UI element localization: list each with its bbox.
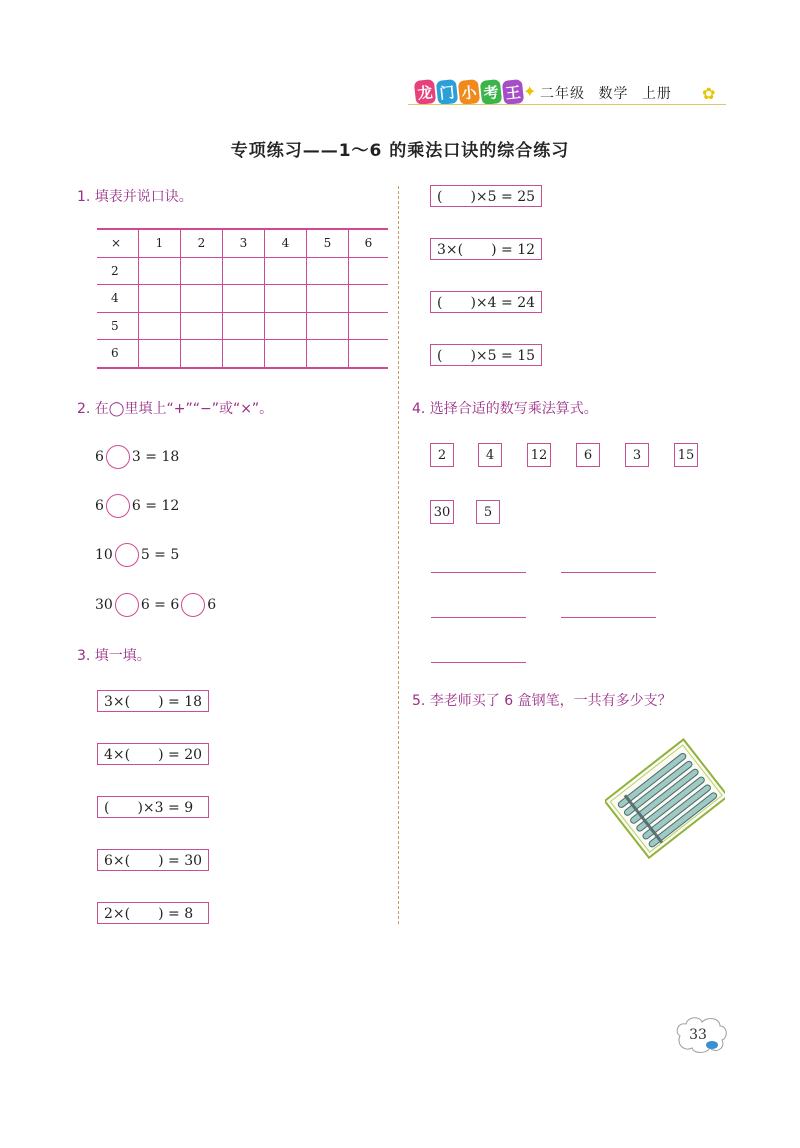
answer-cell[interactable] (264, 285, 306, 313)
q4-title: 4. 选择合适的数写乘法算式。 (412, 401, 598, 417)
number-card: 3 (625, 443, 649, 467)
operand: 30 (95, 597, 113, 613)
brand-char: 龙 (414, 79, 436, 105)
table-row (97, 340, 388, 368)
answer-cell[interactable] (306, 312, 348, 340)
number-card: 2 (430, 443, 454, 467)
answer-line[interactable] (431, 662, 526, 663)
page-number: 33 (689, 1027, 707, 1043)
number-card: 30 (430, 500, 454, 524)
answer-cell[interactable] (180, 257, 222, 285)
answer-cell[interactable] (306, 340, 348, 368)
table-cell: × (97, 229, 139, 257)
number-card: 6 (576, 443, 600, 467)
answer-cell[interactable] (264, 312, 306, 340)
operand: 6 (95, 498, 104, 514)
table-header-row (97, 229, 388, 257)
table-cell: 5 (306, 229, 348, 257)
multiplication-table (97, 228, 388, 369)
row-label: 4 (97, 285, 139, 313)
page-number-badge (672, 1014, 730, 1056)
answer-cell[interactable] (348, 340, 388, 368)
fill-blank-item[interactable]: 3×( ) = 18 (97, 690, 209, 712)
table-cell: 6 (348, 229, 388, 257)
operand: 6 = 12 (131, 498, 180, 514)
answer-cell[interactable] (264, 340, 306, 368)
number-card: 15 (674, 443, 698, 467)
operand: 6 = 6 (140, 597, 180, 613)
brand-char: 门 (436, 79, 458, 105)
operand: 6 (95, 449, 104, 465)
answer-cell[interactable] (306, 257, 348, 285)
answer-line[interactable] (561, 617, 656, 618)
table-cell: 1 (139, 229, 181, 257)
table-row (97, 285, 388, 313)
answer-cell[interactable] (139, 285, 181, 313)
volume-label: 上册 (641, 86, 672, 102)
page-title: 专项练习——1～6 的乘法口诀的综合练习 (230, 141, 570, 161)
operator-circle[interactable] (106, 445, 130, 469)
q1-title: 1. 填表并说口诀。 (77, 189, 193, 205)
answer-line[interactable] (561, 572, 656, 573)
star-icon: ✦ (523, 82, 537, 101)
butterfly-icon: ✿ (702, 84, 716, 103)
answer-cell[interactable] (348, 257, 388, 285)
number-card: 12 (527, 443, 551, 467)
answer-cell[interactable] (348, 285, 388, 313)
answer-cell[interactable] (180, 340, 222, 368)
operator-item (95, 445, 179, 469)
column-divider (398, 186, 399, 924)
row-label: 2 (97, 257, 139, 285)
fill-blank-item[interactable]: ( )×5 = 15 (430, 344, 542, 366)
answer-line[interactable] (431, 617, 526, 618)
brand-char: 考 (480, 79, 502, 105)
table-row (97, 312, 388, 340)
pen-box-illustration (605, 735, 725, 860)
answer-line[interactable] (431, 572, 526, 573)
brand-char: 王 (502, 79, 524, 105)
answer-cell[interactable] (180, 312, 222, 340)
brand-logo (415, 80, 523, 106)
fill-blank-item[interactable]: ( )×5 = 25 (430, 185, 542, 207)
answer-cell[interactable] (139, 257, 181, 285)
answer-cell[interactable] (222, 285, 264, 313)
operator-circle[interactable] (115, 543, 139, 567)
operator-circle[interactable] (181, 593, 205, 617)
answer-cell[interactable] (139, 312, 181, 340)
header-info (540, 83, 680, 103)
operand: 10 (95, 547, 113, 563)
answer-cell[interactable] (139, 340, 181, 368)
subject-label: 数学 (598, 86, 629, 102)
operand: 5 = 5 (140, 547, 180, 563)
fill-blank-item[interactable]: 6×( ) = 30 (97, 849, 209, 871)
answer-cell[interactable] (264, 257, 306, 285)
operand: 6 (207, 597, 217, 613)
operator-item (95, 494, 179, 518)
answer-cell[interactable] (180, 285, 222, 313)
fill-blank-item[interactable]: 2×( ) = 8 (97, 902, 209, 924)
q2-title: 2. 在◯里填上“+”“−”或“×”。 (77, 401, 274, 417)
brand-char: 小 (458, 79, 480, 105)
operator-circle[interactable] (115, 593, 139, 617)
number-card: 4 (478, 443, 502, 467)
q5-title: 5. 李老师买了 6 盒钢笔，一共有多少支？ (412, 693, 672, 709)
row-label: 5 (97, 312, 139, 340)
table-cell: 2 (180, 229, 222, 257)
operand: 3 = 18 (131, 449, 180, 465)
operator-item (95, 543, 179, 567)
fill-blank-item[interactable]: ( )×4 = 24 (430, 291, 542, 313)
answer-cell[interactable] (306, 285, 348, 313)
answer-cell[interactable] (348, 312, 388, 340)
q3-title: 3. 填一填。 (77, 648, 151, 664)
row-label: 6 (97, 340, 139, 368)
header-rule (408, 104, 726, 105)
answer-cell[interactable] (222, 312, 264, 340)
fill-blank-item[interactable]: ( )×3 = 9 (97, 796, 209, 818)
table-cell: 3 (222, 229, 264, 257)
operator-circle[interactable] (106, 494, 130, 518)
number-card: 5 (476, 500, 500, 524)
table-cell: 4 (264, 229, 306, 257)
fill-blank-item[interactable]: 3×( ) = 12 (430, 238, 542, 260)
answer-cell[interactable] (222, 257, 264, 285)
table-row (97, 257, 388, 285)
operator-item (95, 593, 216, 617)
whale-icon (706, 1041, 718, 1049)
grade-label: 二年级 (540, 86, 585, 102)
fill-blank-item[interactable]: 4×( ) = 20 (97, 743, 209, 765)
answer-cell[interactable] (222, 340, 264, 368)
